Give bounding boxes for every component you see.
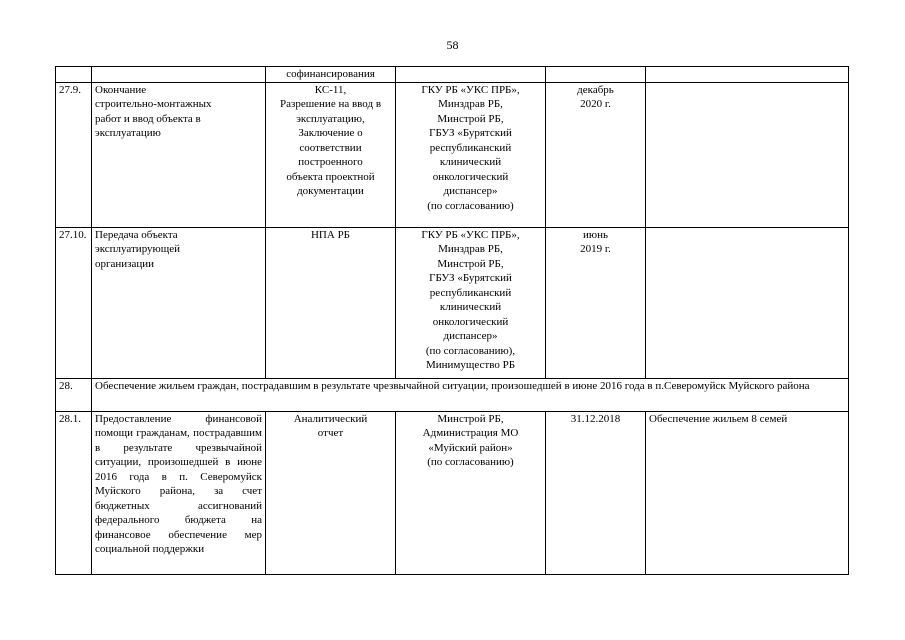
plan-table [55, 66, 849, 575]
event-cell [92, 411, 266, 574]
row-number-cell: 27.9. [56, 82, 92, 227]
event-cell: Передача объекта эксплуатирующей организации [92, 227, 266, 378]
section-number-cell: 28. [56, 378, 92, 411]
result-cell [646, 82, 849, 227]
event-text: Предоставление финансовой помощи гражданам, пострадавшим в результате чрезвычайной ситуации, произошедшей в июне 2016 года в п. Северомуйск Муйского района, за счет бюджетных ассигнований федерального бюджета на финансовое обеспечение мер социальной поддержки [95, 412, 262, 555]
responsible-cell: ГКУ РБ «УКС ПРБ», Минздрав РБ, Минстрой РБ, ГБУЗ «Бурятский республиканский клинический онкологический диспансер» (по согласованию) [396, 82, 546, 227]
event-cell: Окончание строительно-монтажных работ и ввод объекта в эксплуатацию [92, 82, 266, 227]
result-cell [646, 227, 849, 378]
continuation-row [56, 67, 849, 83]
responsible-cell: ГКУ РБ «УКС ПРБ», Минздрав РБ, Минстрой РБ, ГБУЗ «Бурятский республиканский клинический онкологический диспансер» (по согласованию), Минимущество РБ [396, 227, 546, 378]
section-row [56, 378, 849, 411]
continuation-doc-cell: софинансирования [266, 67, 396, 83]
table-row [56, 82, 849, 227]
responsible-cell: Минстрой РБ, Администрация МО «Муйский район» (по согласованию) [396, 411, 546, 574]
row-number-cell: 28.1. [56, 411, 92, 574]
date-cell: декабрь 2020 г. [546, 82, 646, 227]
document-cell: НПА РБ [266, 227, 396, 378]
date-cell: 31.12.2018 [546, 411, 646, 574]
result-cell: Обеспечение жильем 8 семей [646, 411, 849, 574]
page-number: 58 [446, 38, 459, 52]
document-cell: КС-11, Разрешение на ввод в эксплуатацию, Заключение о соответствии построенного объекта проектной документации [266, 82, 396, 227]
document-cell: Аналитический отчет [266, 411, 396, 574]
table-row [56, 227, 849, 378]
row-number-cell: 27.10. [56, 227, 92, 378]
section-title-cell: Обеспечение жильем граждан, пострадавшим в результате чрезвычайной ситуации, произошедшей в июне 2016 года в п.Северомуйск Муйского района [92, 378, 849, 411]
date-cell: июнь 2019 г. [546, 227, 646, 378]
table-row [56, 411, 849, 574]
